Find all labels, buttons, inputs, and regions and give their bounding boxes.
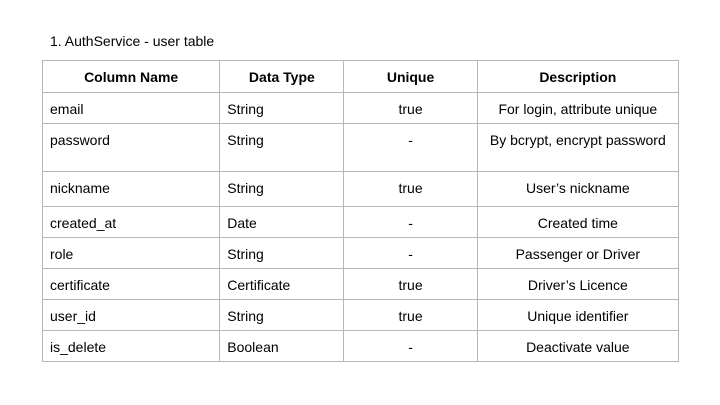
header-unique: Unique — [344, 61, 477, 93]
cell-data-type: String — [220, 300, 344, 331]
table-row — [43, 331, 679, 362]
table-row — [43, 269, 679, 300]
cell-description: Unique identifier — [477, 300, 678, 331]
cell-unique: true — [344, 172, 477, 207]
cell-column-name: role — [43, 238, 220, 269]
cell-unique: true — [344, 300, 477, 331]
cell-unique: true — [344, 269, 477, 300]
cell-data-type: String — [220, 172, 344, 207]
cell-data-type: String — [220, 238, 344, 269]
cell-description: By bcrypt, encrypt password — [477, 124, 678, 172]
cell-column-name: certificate — [43, 269, 220, 300]
cell-column-name: password — [43, 124, 220, 172]
cell-description: User’s nickname — [477, 172, 678, 207]
cell-data-type: String — [220, 93, 344, 124]
cell-unique: true — [344, 93, 477, 124]
cell-column-name: email — [43, 93, 220, 124]
header-description: Description — [477, 61, 678, 93]
cell-unique: - — [344, 207, 477, 238]
cell-column-name: created_at — [43, 207, 220, 238]
cell-column-name: user_id — [43, 300, 220, 331]
table-row — [43, 124, 679, 172]
table-caption: 1. AuthService - user table — [50, 33, 215, 49]
table-row — [43, 300, 679, 331]
user-table — [42, 60, 679, 362]
cell-unique: - — [344, 238, 477, 269]
table-row — [43, 207, 679, 238]
table-row — [43, 93, 679, 124]
table-row — [43, 172, 679, 207]
cell-column-name: is_delete — [43, 331, 220, 362]
header-column-name: Column Name — [43, 61, 220, 93]
cell-description: Created time — [477, 207, 678, 238]
cell-unique: - — [344, 331, 477, 362]
cell-data-type: Boolean — [220, 331, 344, 362]
header-row — [43, 61, 679, 93]
header-data-type: Data Type — [220, 61, 344, 93]
cell-description: For login, attribute unique — [477, 93, 678, 124]
cell-unique: - — [344, 124, 477, 172]
cell-description: Passenger or Driver — [477, 238, 678, 269]
cell-description: Driver’s Licence — [477, 269, 678, 300]
cell-description: Deactivate value — [477, 331, 678, 362]
table-row — [43, 238, 679, 269]
cell-column-name: nickname — [43, 172, 220, 207]
cell-data-type: Certificate — [220, 269, 344, 300]
cell-data-type: Date — [220, 207, 344, 238]
cell-data-type: String — [220, 124, 344, 172]
